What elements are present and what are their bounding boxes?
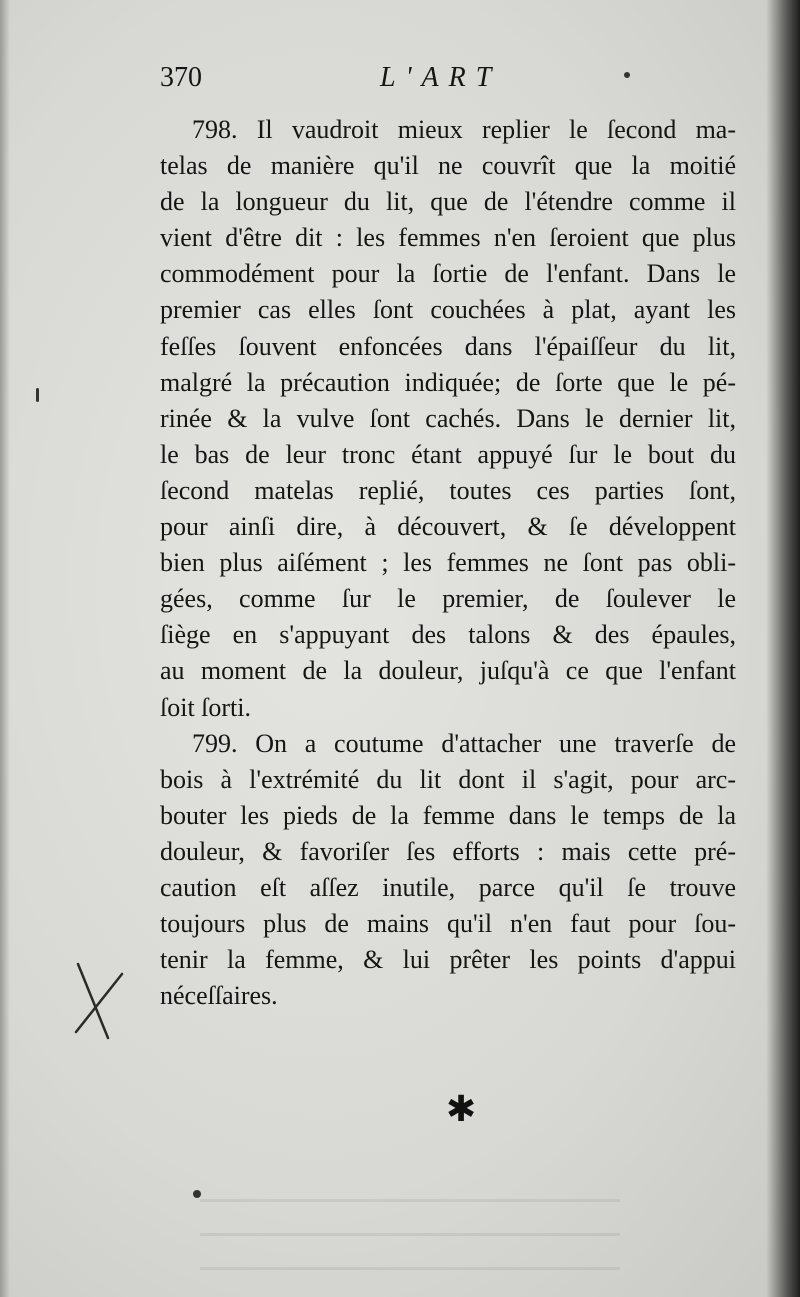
text-line: au moment de la douleur, juſqu'à ce que l'enfant (160, 656, 736, 686)
text-line: vient d'être dit : les femmes n'en ſeroient que plus (160, 223, 736, 253)
text-line: 799. On a coutume d'attacher une traverſe de (192, 728, 736, 758)
ink-speck (624, 72, 630, 78)
text-line: rinée & la vulve ſont cachés. Dans le dernier lit, (160, 403, 736, 433)
text-line: bien plus aiſément ; les femmes ne ſont pas obli- (160, 548, 736, 578)
text-line: malgré la précaution indiquée; de ſorte que le pé- (160, 367, 736, 397)
pencil-x-mark (70, 960, 130, 1050)
text-line: tenir la femme, & lui prêter les points d'appui (160, 945, 736, 975)
page-header (160, 62, 640, 102)
text-line: 798. Il vaudroit mieux replier le ſecond ma- (192, 115, 736, 144)
text-line: pour ainſi dire, à découvert, & ſe développent (160, 512, 736, 542)
text-line: de la longueur du lit, que de l'étendre comme il (160, 187, 736, 217)
paragraph-798 (160, 112, 736, 726)
text-line: telas de manière qu'il ne couvrît que la moitié (160, 151, 736, 181)
text-line: ſiège en s'appuyant des talons & des épaules, (160, 620, 736, 650)
body-text (160, 112, 736, 1014)
ink-speck (36, 388, 39, 402)
page-number: 370 (160, 62, 202, 93)
show-through-text (200, 1170, 620, 1270)
paragraph-799 (160, 726, 736, 1015)
text-line: néceſſaires. (160, 981, 278, 1011)
text-line: commodément pour la ſortie de l'enfant. Dans le (160, 259, 736, 289)
text-line: douleur, & favoriſer ſes efforts : mais cette pré- (160, 836, 736, 866)
page-left-shadow (0, 0, 10, 1297)
ornament-asterism: ✱ (446, 1089, 477, 1129)
text-line: ſecond matelas replié, toutes ces parties ſont, (160, 475, 736, 505)
text-line: le bas de leur tronc étant appuyé ſur le bout du (160, 439, 736, 469)
ink-speck (193, 1190, 201, 1198)
text-line: ſoit ſorti. (160, 692, 251, 722)
text-line: bois à l'extrémité du lit dont il s'agit, pour arc- (160, 764, 736, 794)
page-right-shadow (766, 0, 800, 1297)
text-line: bouter les pieds de la femme dans le temps de la (160, 800, 736, 830)
text-line: feſſes ſouvent enfoncées dans l'épaiſſeur du lit, (160, 331, 736, 361)
text-line: premier cas elles ſont couchées à plat, ayant les (160, 295, 736, 325)
text-line: gées, comme ſur le premier, de ſoulever le (160, 584, 736, 614)
text-line: toujours plus de mains qu'il n'en faut pour ſou- (160, 909, 736, 939)
text-line: caution eſt aſſez inutile, parce qu'il ſe trouve (160, 872, 736, 902)
running-head: L'ART (380, 62, 502, 93)
